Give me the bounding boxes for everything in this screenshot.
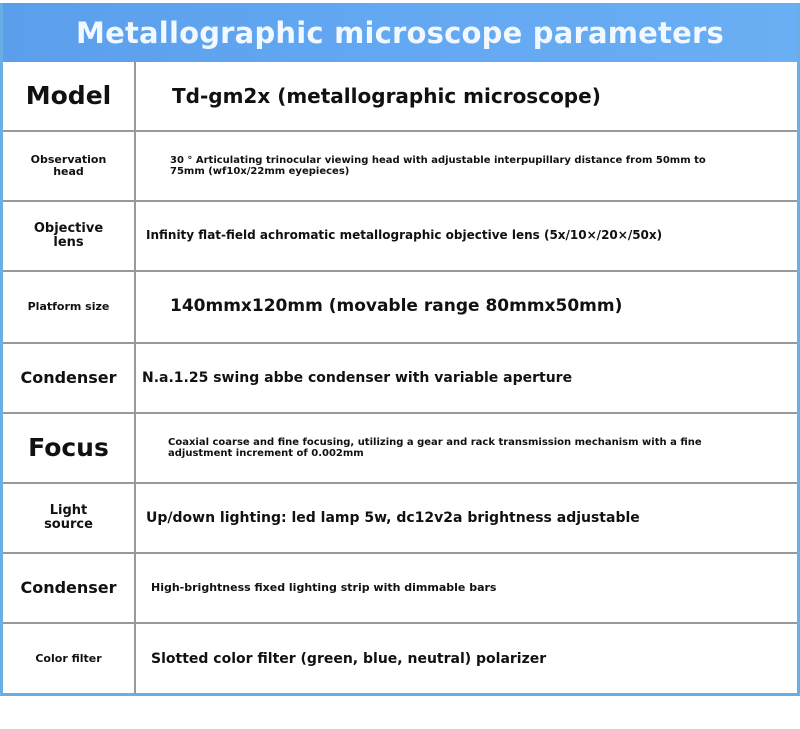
row-value: 30 ° Articulating trinocular viewing head with adjustable interpupillary distance from 50mm to 75mm (wf10x/22mm eyepieces) — [170, 154, 706, 177]
row-label: Objective lens — [3, 202, 136, 270]
row-value: 140mmx120mm (movable range 80mmx50mm) — [170, 296, 623, 317]
parameter-sheet — [0, 3, 800, 696]
row-label: Platform size — [3, 272, 136, 342]
row-value: High-brightness fixed lighting strip with dimmable bars — [151, 580, 497, 594]
table-row-platform-size — [3, 272, 797, 344]
row-value: Coaxial coarse and fine focusing, utilizing a gear and rack transmission mechanism with a fine adjustment increment of 0.002mm — [168, 436, 702, 459]
table-row-color-filter — [3, 624, 797, 694]
row-value: Up/down lighting: led lamp 5w, dc12v2a brightness adjustable — [146, 509, 640, 526]
table-row-model — [3, 62, 797, 132]
row-label: Observation head — [3, 132, 136, 200]
table-row-objective-lens — [3, 202, 797, 272]
table-row-light-source — [3, 484, 797, 554]
table-row-condenser-2 — [3, 554, 797, 624]
row-value: Td-gm2x (metallographic microscope) — [172, 83, 601, 108]
table-row-focus — [3, 414, 797, 484]
row-value: N.a.1.25 swing abbe condenser with variable aperture — [142, 369, 573, 386]
page-title: Metallographic microscope parameters — [3, 3, 797, 62]
row-label: Condenser — [3, 344, 136, 412]
row-label: Model — [3, 62, 136, 130]
row-label: Condenser — [3, 554, 136, 622]
row-label: Focus — [3, 414, 136, 482]
row-value: Slotted color filter (green, blue, neutral) polarizer — [151, 650, 547, 667]
table-row-observation-head — [3, 132, 797, 202]
parameter-table — [3, 62, 797, 694]
table-row-condenser — [3, 344, 797, 414]
row-label: Color filter — [3, 624, 136, 694]
row-value: Infinity flat-field achromatic metallographic objective lens (5x/10×/20×/50x) — [146, 228, 663, 243]
row-label: Light source — [3, 484, 136, 552]
